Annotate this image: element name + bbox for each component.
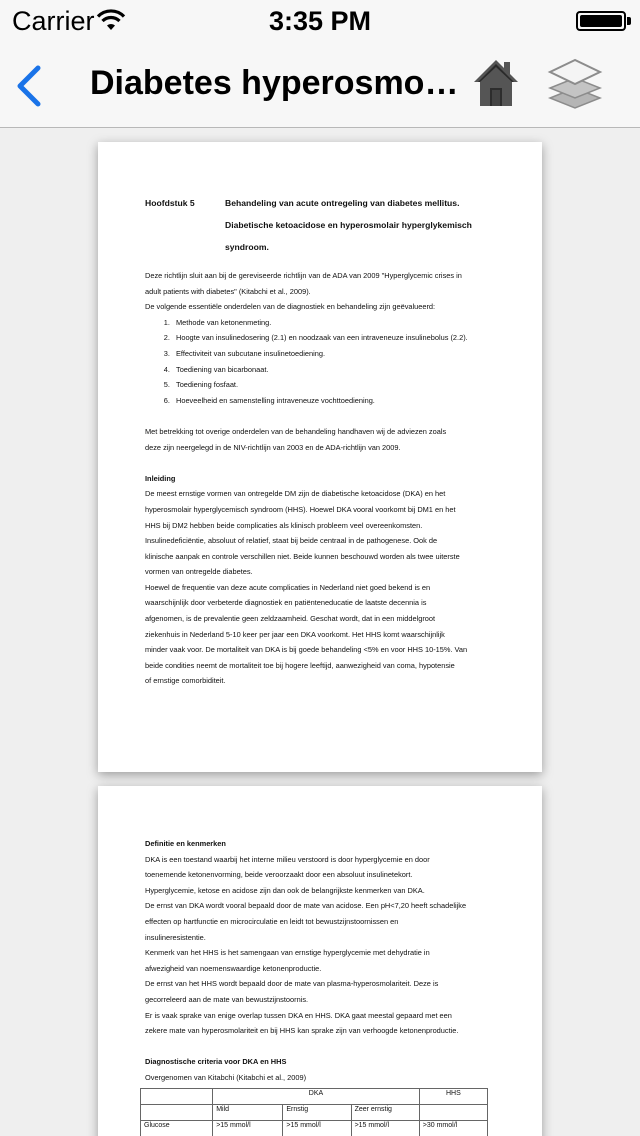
text-line: Met betrekking tot overige onderdelen van de behandeling handhaven wij de adviezen zoals <box>145 426 447 436</box>
list-item: 4. Toediening van bicarbonaat. <box>172 362 490 378</box>
numbered-list <box>145 315 490 409</box>
list-item: 2. Hoogte van insulinedosering (2.1) en noodzaak van een intraveneuze insulinebolus (2.2). <box>172 330 490 346</box>
text-line: zekere mate van hyperosmolariteit en bij HHS kan sprake zijn van verhoogde ketonenproductie. <box>145 1026 459 1036</box>
text-line: effecten op hartfunctie en microcirculatie en leidt tot bewustzijnstoornissen en <box>145 916 399 926</box>
text-line: toenemende ketonenvorming, beide veroorzaakt door een absoluut insulinetekort. <box>145 870 413 880</box>
back-chevron-icon[interactable] <box>14 64 46 108</box>
text-line: gecorreleerd aan de mate van bewustzijnstoornis. <box>145 994 309 1004</box>
page1-body <box>145 268 490 689</box>
battery-tip <box>627 17 631 25</box>
criteria-heading: Diagnostische criteria voor DKA en HHS <box>145 1057 287 1067</box>
criteria-source: Overgenomen van Kitabchi (Kitabchi et al., 2009) <box>145 1072 307 1082</box>
carrier-label: Carrier <box>12 6 95 36</box>
text-line: adult patients with diabetes" (Kitabchi et al., 2009). <box>145 286 311 296</box>
text-line: hyperosmolair hyperglycemisch syndroom (HHS). Hoewel DKA vooral voorkomt bij DM1 en het <box>145 504 456 514</box>
table-cell: >15 mmol/l <box>213 1121 283 1136</box>
text-line: minder vaak voor. De mortaliteit van DKA is bij goede behandeling <5% en voor HHS 10-15%. Van <box>145 645 468 655</box>
text-line: Hyperglycemie, ketose en acidose zijn dan ook de belangrijkste kenmerken van DKA. <box>145 885 425 895</box>
table-row-label: Glucose <box>141 1121 213 1136</box>
list-item: 3. Effectiviteit van subcutane insulinetoediening. <box>172 346 490 362</box>
text-line: vormen van ontregelde diabetes. <box>145 567 253 577</box>
text-line: De volgende essentiële onderdelen van de diagnostiek en behandeling zijn geëvalueerd: <box>145 302 436 312</box>
section-heading: Definitie en kenmerken <box>145 839 226 848</box>
text-line: of ernstige comorbiditeit. <box>145 676 226 686</box>
table-header-mild: Mild <box>213 1105 283 1121</box>
table-row <box>141 1121 488 1136</box>
table-header-ernstig: Ernstig <box>283 1105 351 1121</box>
text-line: deze zijn neergelegd in de NIV-richtlijn van 2003 en de ADA-richtlijn van 2009. <box>145 442 401 452</box>
chapter-title: Behandeling van acute ontregeling van diabetes mellitus. Diabetische ketoacidose en hyperosmolair hyperglykemisch syndroom. <box>225 198 472 252</box>
home-icon[interactable] <box>472 58 520 108</box>
page-title: Diabetes hyperosmo… <box>90 64 459 102</box>
text-line: HHS bij DM2 hebben beide complicaties als klinisch probleem veel overeenkomsten. <box>145 520 423 530</box>
document-page-2 <box>98 786 542 1136</box>
chapter-number: Hoofdstuk 5 <box>145 198 195 208</box>
text-line: beide condities neemt de mortaliteit toe bij hogere leeftijd, aanwezigheid van coma, hypotensie <box>145 660 455 670</box>
section-heading: Inleiding <box>145 473 176 483</box>
criteria-table <box>140 1088 488 1136</box>
list-item: 6. Hoeveelheid en samenstelling intraveneuze vochttoediening. <box>172 393 490 409</box>
text-line: Er is vaak sprake van enige overlap tussen DKA en HHS. DKA gaat meestal gepaard met een <box>145 1010 452 1020</box>
table-cell: >15 mmol/l <box>351 1121 419 1136</box>
text-line: Deze richtlijn sluit aan bij de gereviseerde richtlijn van de ADA van 2009 "Hyperglycemic crises in <box>145 271 462 280</box>
battery-icon <box>576 11 626 31</box>
list-item: 1. Methode van ketonenmeting. <box>172 315 490 331</box>
text-line: klinische aanpak en controle verschillen niet. Beide kunnen beschouwd worden als twee uiterste <box>145 551 460 561</box>
table-row <box>141 1105 488 1121</box>
table-header-dka: DKA <box>213 1089 420 1105</box>
text-line: insulineresistentie. <box>145 932 206 942</box>
document-viewer[interactable] <box>0 129 640 1136</box>
clock: 3:35 PM <box>268 6 372 36</box>
navigation-bar <box>0 40 640 128</box>
text-line: afgenomen, is de prevalentie geen zeldzaamheid. Geschat wordt, dat in een middelgroot <box>145 614 436 624</box>
status-bar <box>0 0 640 40</box>
table-cell: >30 mmol/l <box>419 1121 487 1136</box>
table-cell <box>419 1105 487 1121</box>
layers-icon[interactable] <box>546 58 604 110</box>
text-line: DKA is een toestand waarbij het interne milieu verstoord is door hyperglycemie en door <box>145 854 430 864</box>
text-line: ziekenhuis in Nederland 5-10 keer per jaar een DKA voorkomt. Het HHS komt waarschijnlijk <box>145 629 445 639</box>
text-line: afwezigheid van noemenswaardige ketonenproductie. <box>145 963 322 973</box>
table-cell: >15 mmol/l <box>283 1121 351 1136</box>
list-item: 5. Toediening fosfaat. <box>172 377 490 393</box>
text-line: Kenmerk van het HHS is het samengaan van ernstige hyperglycemie met dehydratie in <box>145 948 430 958</box>
text-line: De ernst van DKA wordt vooral bepaald door de mate van acidose. Een pH<7,20 heeft schadelijke <box>145 901 467 911</box>
text-line: Hoewel de frequentie van deze acute complicaties in Nederland niet goed bekend is en <box>145 582 431 592</box>
text-line: Insulinedeficiëntie, absoluut of relatief, staat bij beide centraal in de pathogenese. Ook de <box>145 536 438 546</box>
page2-body <box>145 836 490 1086</box>
table-header-hhs: HHS <box>419 1089 487 1105</box>
table-row <box>141 1089 488 1105</box>
text-line: De meest ernstige vormen van ontregelde DM zijn de diabetische ketoacidose (DKA) en het <box>145 489 446 499</box>
text-line: waarschijnlijk door verbeterde diagnostiek en patiënteneducatie de laatste decennia is <box>145 598 427 608</box>
document-page-1 <box>98 142 542 772</box>
table-cell <box>141 1089 213 1105</box>
table-cell <box>141 1105 213 1121</box>
text-line: De ernst van het HHS wordt bepaald door de mate van plasma-hyperosmolariteit. Deze is <box>145 979 439 989</box>
table-header-zeer-ernstig: Zeer ernstig <box>351 1105 419 1121</box>
